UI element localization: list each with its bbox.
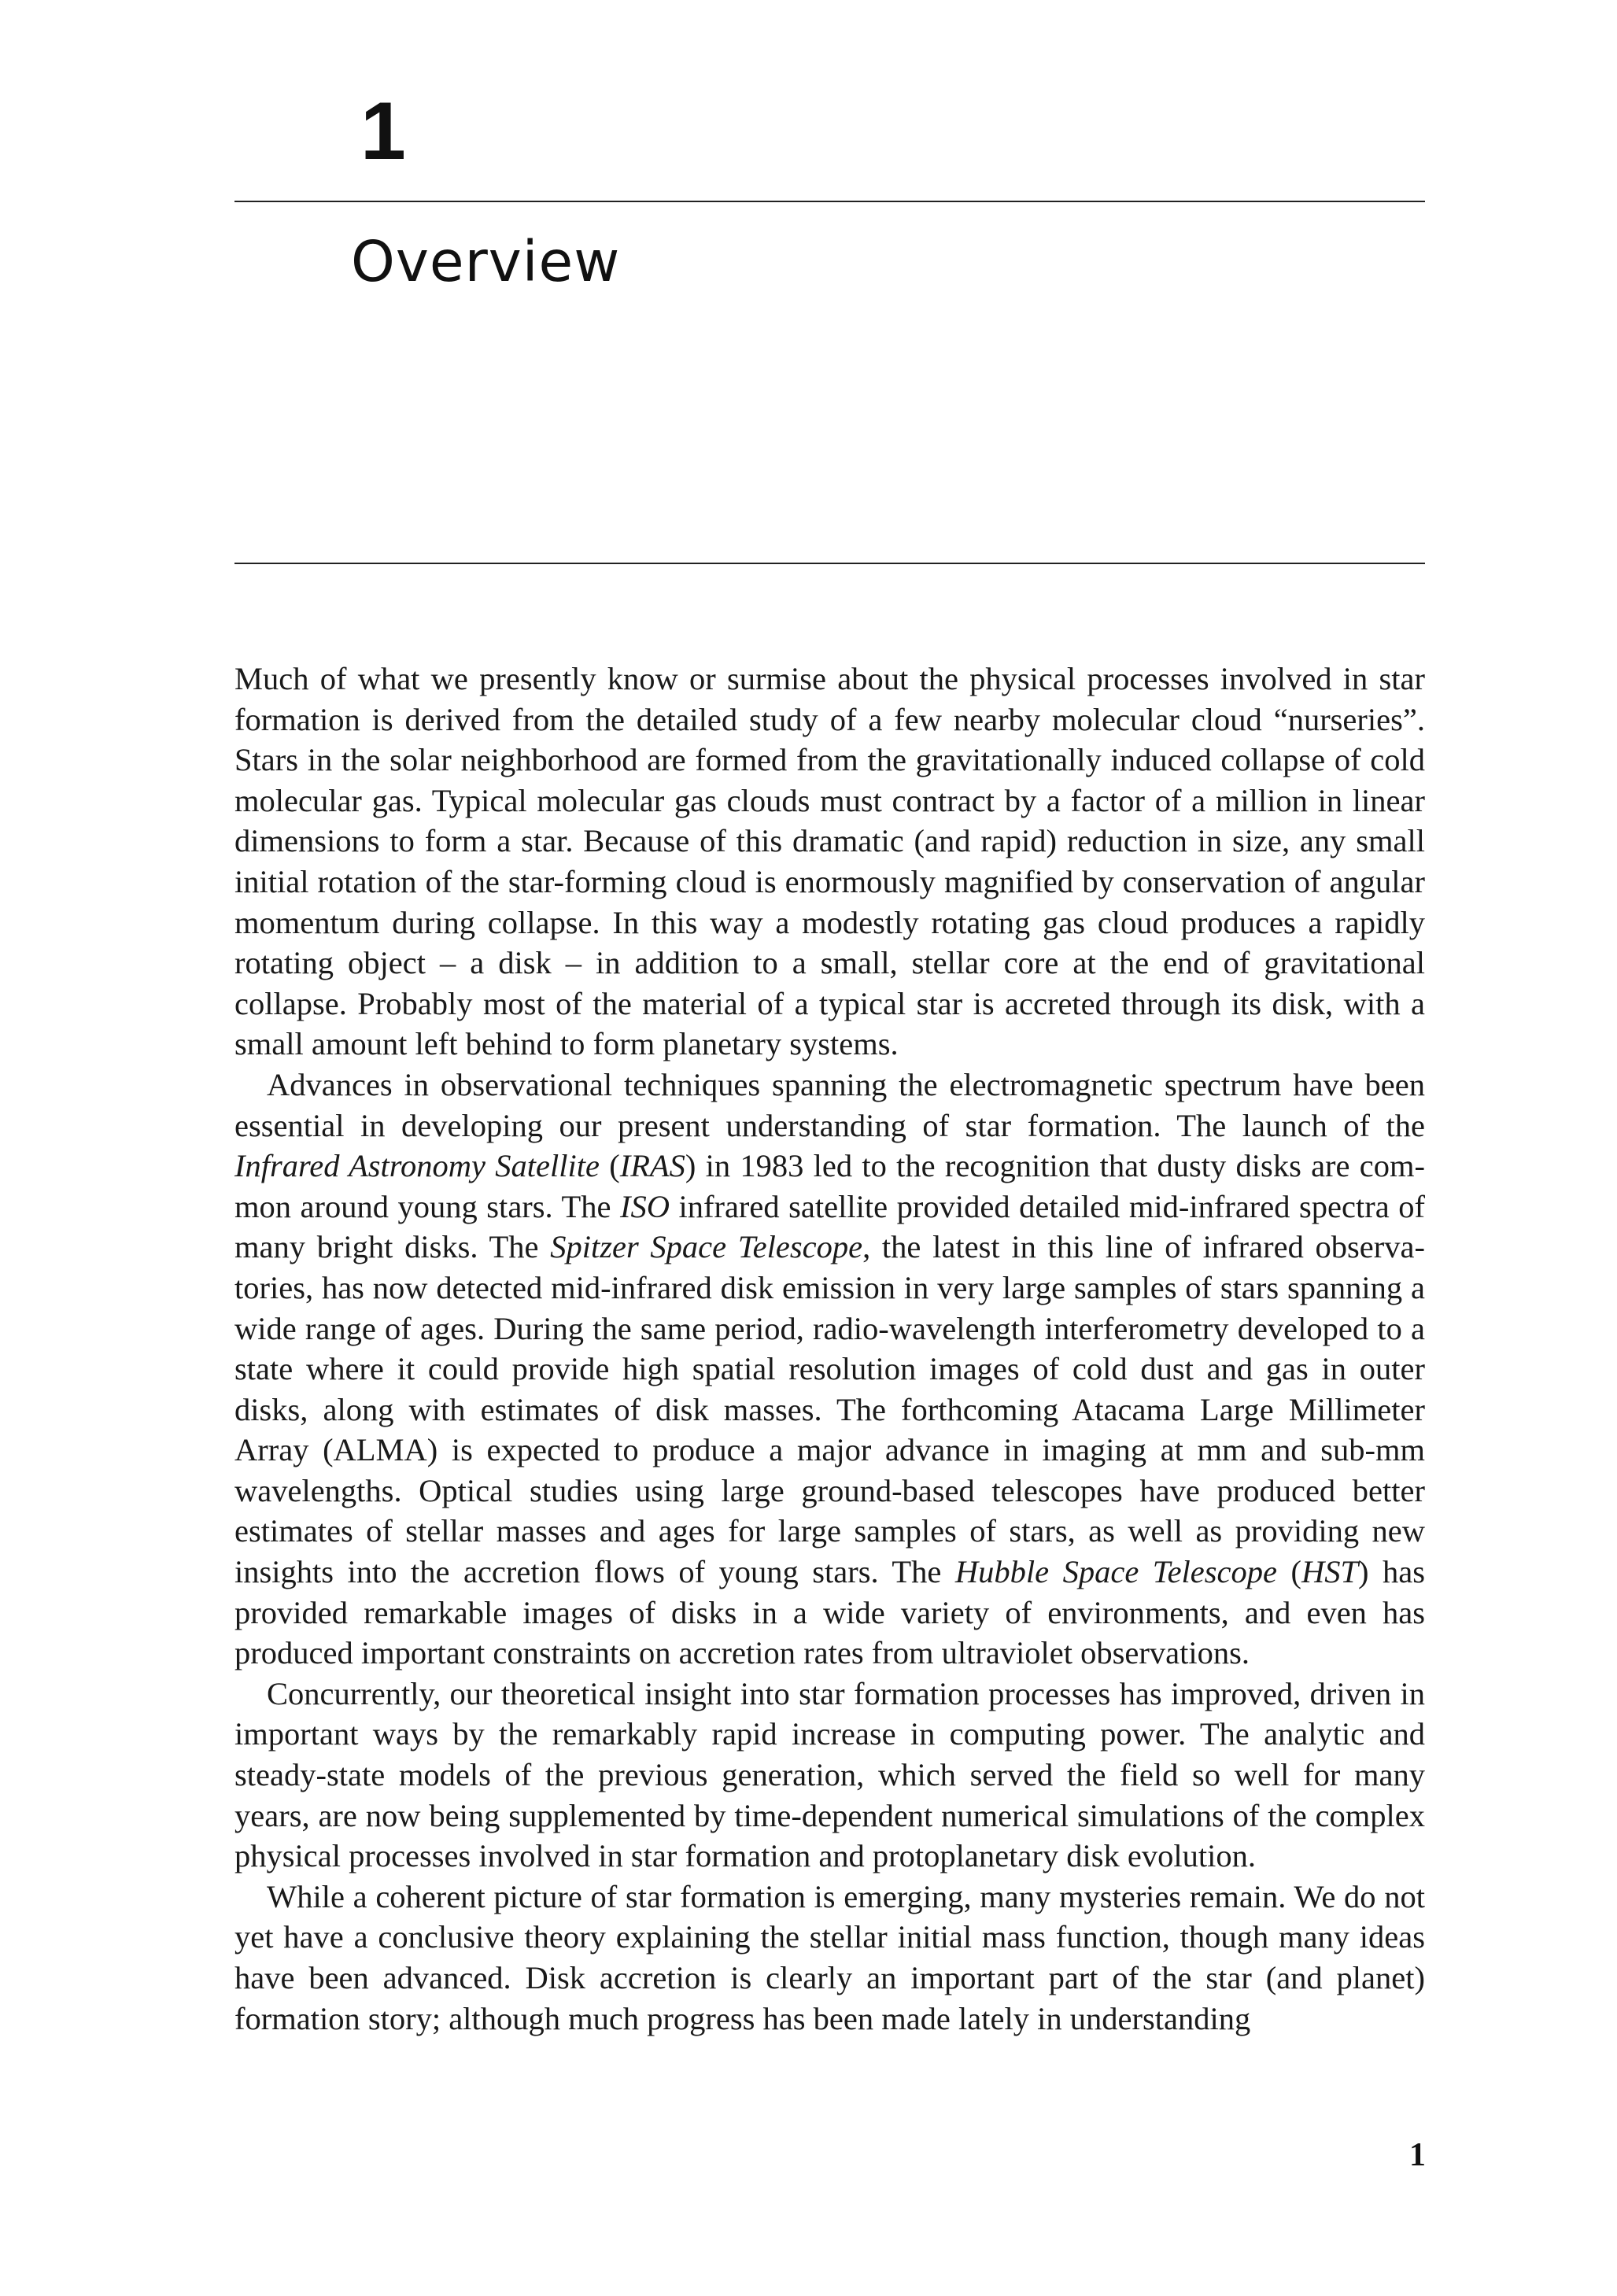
chapter-number: 1 bbox=[360, 86, 406, 177]
italic-text: Spitzer Space Telescope bbox=[550, 1229, 863, 1265]
italic-text: IRAS bbox=[619, 1148, 685, 1184]
chapter-top-rule bbox=[234, 201, 1425, 202]
text-run: ( bbox=[599, 1148, 620, 1184]
paragraph bbox=[234, 1065, 1425, 1674]
text-run: While a coherent picture of star formation is emerging, many mysteries remain. We do not yet have a conclusive theory explaining the stellar initial mass function, though many ideas have been advanced. Disk accretion is clearly an important part of the star (and planet) formation story; although much progress has been made lately in understanding bbox=[234, 1878, 1425, 2036]
text-run: ) in 1983 led to the recognition that dusty disks are common around young stars. The bbox=[234, 1148, 1425, 1224]
paragraph bbox=[234, 1877, 1425, 2039]
paragraph bbox=[234, 659, 1425, 1065]
paragraph bbox=[234, 1674, 1425, 1877]
text-run: infrared satellite provided detailed mid-infrared spectra of many bright disks. The bbox=[234, 1188, 1425, 1265]
body-text bbox=[234, 659, 1425, 2039]
italic-text: Hubble Space Telescope bbox=[954, 1554, 1277, 1590]
text-run: ( bbox=[1277, 1554, 1301, 1590]
chapter-bottom-rule bbox=[234, 563, 1425, 564]
text-run: Concurrently, our theoretical insight into star formation processes has improved, driven in important ways by the remarkably rapid increase in computing power. The analytic and steady-state models of the previous generation, which served the field so well for many years, are now being supplemented by time-dependent numerical simulations of the complex physical processes involved in star formation and protoplanetary disk evolution. bbox=[234, 1675, 1425, 1874]
italic-text: Infrared Astronomy Satellite bbox=[234, 1148, 600, 1184]
text-run: ) has provided remarkable images of disks in a wide variety of environments, and even has produced important constraints on accretion rates from ultraviolet observations. bbox=[234, 1554, 1425, 1671]
page-number: 1 bbox=[1409, 2137, 1426, 2173]
italic-text: HST bbox=[1301, 1554, 1359, 1590]
italic-text: ISO bbox=[619, 1188, 670, 1224]
text-run: Advances in observational techniques spanning the electromagnetic spectrum have been essential in developing our present understanding of star formation. The launch of the bbox=[234, 1066, 1425, 1143]
text-run: , the latest in this line of infrared observatories, has now detected mid-infrared disk emission in very large samples of stars spanning a wide range of ages. During the same period, radio-wavelength interferometry developed to a state where it could provide high spatial resolution images of cold dust and gas in outer disks, along with estimates of disk masses. The forthcoming Atacama Large Millimeter Array (ALMA) is expected to produce a major advance in imaging at mm and sub-mm wavelengths. Optical studies using large ground-based telescopes have produced better estimates of stellar masses and ages for large samples of stars, as well as providing new insights into the accretion flows of young stars. The bbox=[234, 1229, 1425, 1590]
text-run: Much of what we presently know or surmise about the physical processes involved in star formation is derived from the detailed study of a few nearby molecular cloud “nurseries”. Stars in the solar neighborhood are formed from the gravitationally induced collapse of cold molecular gas. Typical molecular gas clouds must contract by a factor of a million in linear dimensions to form a star. Because of this dramatic (and rapid) reduction in size, any small initial rotation of the star-forming cloud is enormously magnified by conservation of angular momentum during collapse. In this way a modestly rotating gas cloud produces a rapidly rotating object – a disk – in addition to a small, stellar core at the end of gravitational collapse. Probably most of the material of a typical star is accreted through its disk, with a small amount left behind to form planetary systems. bbox=[234, 661, 1425, 1062]
chapter-title: Overview bbox=[351, 229, 621, 294]
